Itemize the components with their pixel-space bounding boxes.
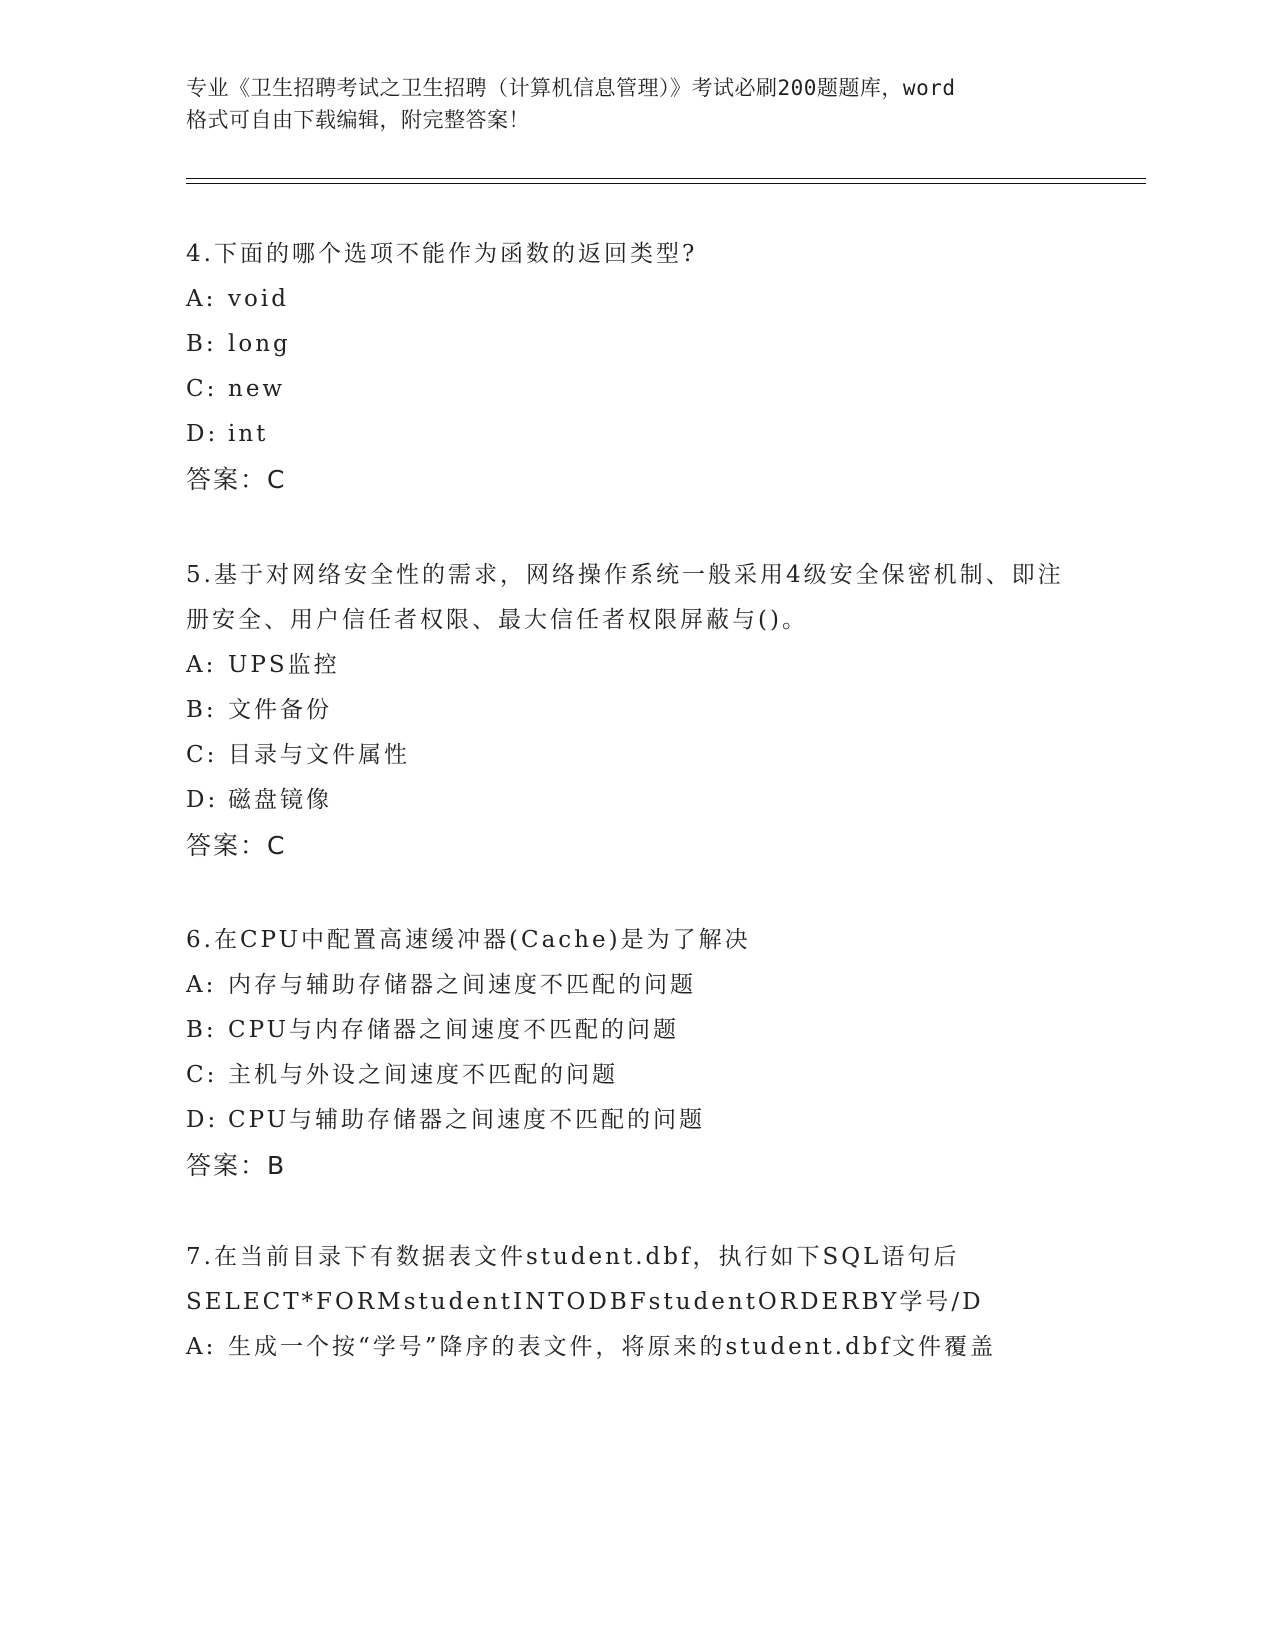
question-text [186, 918, 1086, 963]
option-text: 内存与辅助存储器之间速度不匹配的问题 [228, 972, 696, 998]
option-text: int [228, 421, 269, 447]
question-number: 6. [186, 927, 214, 953]
option-text: 目录与文件属性 [228, 742, 410, 768]
option-letter: C: [186, 1062, 218, 1088]
option-letter: B: [186, 697, 217, 723]
option-d [186, 1098, 1086, 1143]
option-letter: B: [186, 331, 217, 357]
option-letter: A: [186, 1334, 217, 1360]
option-text: long [228, 331, 291, 357]
question-number: 4. [186, 241, 214, 267]
option-text: 文件备份 [228, 697, 332, 723]
option-d [186, 778, 1086, 823]
option-b [186, 688, 1086, 733]
answer: 答案：C [186, 831, 287, 860]
option-a [186, 963, 1086, 1008]
option-letter: C: [186, 376, 218, 402]
option-b [186, 1008, 1086, 1053]
option-text: CPU与内存储器之间速度不匹配的问题 [228, 1017, 680, 1043]
option-b [186, 322, 1086, 367]
header-divider-bottom [186, 183, 1146, 184]
option-letter: D: [186, 787, 219, 813]
answer: 答案：B [186, 1151, 287, 1180]
option-text: new [228, 376, 286, 402]
option-letter: D: [186, 421, 219, 447]
option-text: 主机与外设之间速度不匹配的问题 [228, 1062, 618, 1088]
question-stem: 在当前目录下有数据表文件student.dbf，执行如下SQL语句后 [213, 1244, 960, 1270]
option-letter: A: [186, 972, 217, 998]
option-c [186, 1053, 1086, 1098]
option-letter: C: [186, 742, 218, 768]
question-5 [186, 553, 1086, 868]
question-number: 5. [186, 562, 214, 588]
option-text: void [228, 286, 289, 312]
option-text: 生成一个按“学号”降序的表文件，将原来的student.dbf文件覆盖 [228, 1334, 997, 1360]
option-letter: D: [186, 1107, 219, 1133]
question-stem: 在CPU中配置高速缓冲器(Cache)是为了解决 [213, 927, 751, 953]
option-d [186, 412, 1086, 457]
option-a [186, 277, 1086, 322]
option-a [186, 643, 1086, 688]
question-text [186, 1235, 1086, 1280]
question-text [186, 232, 1086, 277]
header-line-1: 专业《卫生招聘考试之卫生招聘（计算机信息管理）》考试必刷200题题库，word [186, 76, 956, 100]
option-letter: A: [186, 286, 217, 312]
question-6 [186, 918, 1086, 1188]
header-divider-top [186, 178, 1146, 179]
question-4 [186, 232, 1086, 502]
question-number: 7. [186, 1244, 214, 1270]
answer: 答案：C [186, 465, 287, 494]
option-a [186, 1325, 1066, 1370]
question-7 [186, 1235, 1086, 1370]
question-stem: 基于对网络安全性的需求，网络操作系统一般采用4级安全保密机制、即注册安全、用户信任者权限、最大信任者权限屏蔽与()。 [186, 562, 1064, 633]
option-letter: A: [186, 652, 217, 678]
question-sql: SELECT*FORMstudentINTODBFstudentORDERBY学号/D [186, 1289, 984, 1315]
header-line-2: 格式可自由下载编辑，附完整答案！ [186, 108, 530, 132]
option-text: 磁盘镜像 [228, 787, 332, 813]
document-header [186, 72, 1086, 136]
option-c [186, 367, 1086, 412]
question-stem: 下面的哪个选项不能作为函数的返回类型? [213, 241, 698, 267]
option-text: UPS监控 [228, 652, 340, 678]
question-text [186, 553, 1066, 643]
option-c [186, 733, 1086, 778]
option-text: CPU与辅助存储器之间速度不匹配的问题 [228, 1107, 706, 1133]
option-letter: B: [186, 1017, 217, 1043]
